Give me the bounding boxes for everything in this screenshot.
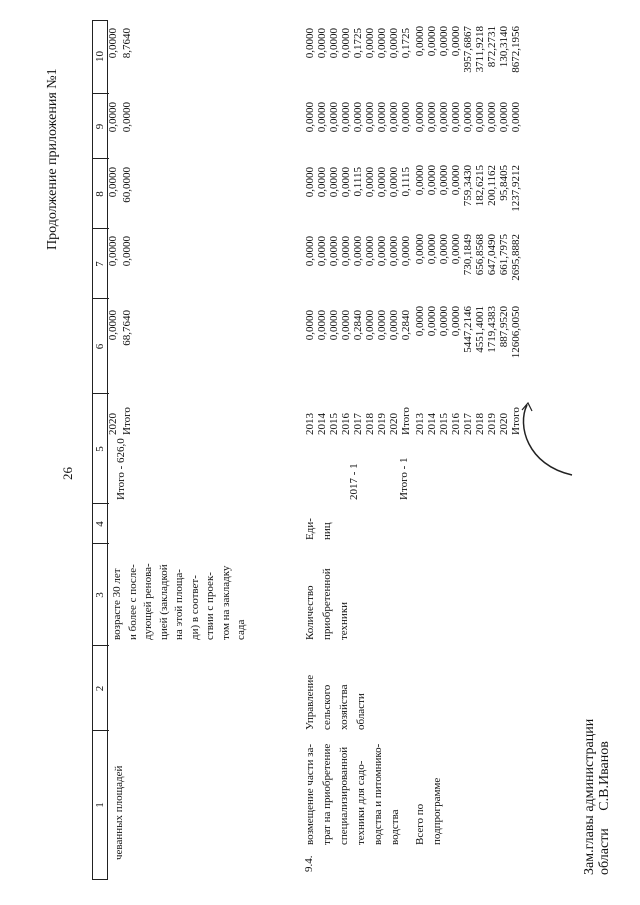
top-col8: 0,0000 60,0000 bbox=[107, 167, 133, 203]
rotated-table bbox=[92, 20, 622, 880]
total-col10: 0,0000 0,0000 0,0000 0,0000 3957,6867 3711,9218 872,2731 130,3140 8672,1956 bbox=[414, 26, 522, 73]
row-94-col10: 0,0000 0,0000 0,0000 0,0000 0,1725 0,0000 0,0000 0,0000 0,1725 bbox=[304, 28, 412, 59]
row-number: 9.4. bbox=[303, 855, 315, 872]
top-col6: 0,0000 68,7640 bbox=[107, 310, 133, 346]
handwritten-arc-mark bbox=[512, 400, 582, 480]
row-94-col6: 0,0000 0,0000 0,0000 0,0000 0,2840 0,0000 0,0000 0,0000 0,2840 bbox=[304, 310, 412, 341]
header-col-2: 2 bbox=[94, 685, 106, 692]
header-col-9: 9 bbox=[94, 123, 106, 130]
header-col-4: 4 bbox=[94, 521, 106, 527]
row-94-col5b: Итого - 1 bbox=[398, 457, 410, 500]
total-col8: 0,0000 0,0000 0,0000 0,0000 759,3430 182,6215 200,1162 95,8405 1237,9212 bbox=[414, 165, 522, 212]
total-col6: 0,0000 0,0000 0,0000 0,0000 5447,2146 4551,4001 1719,4383 887,9520 12606,0050 bbox=[414, 306, 522, 359]
total-years: 2013 2014 2015 2016 2017 2018 2019 2020 Итого bbox=[414, 407, 522, 435]
row-94-col3: Количество приобретенной техники bbox=[304, 568, 350, 640]
row-94-col2: Управление сельского хозяйства области bbox=[304, 674, 367, 730]
top-col7: 0,0000 0,0000 bbox=[107, 236, 133, 267]
row-94-col1: возмещение части за- трат на приобретение специализированной техники для садо- водства и питомнико- водства bbox=[304, 743, 401, 845]
header-col-3: 3 bbox=[94, 592, 106, 598]
top-years: 2020 Итого bbox=[107, 407, 133, 435]
page-number: 26 bbox=[60, 467, 75, 480]
total-col9: 0,0000 0,0000 0,0000 0,0000 0,0000 0,0000 0,0000 0,0000 0,0000 bbox=[414, 102, 522, 133]
row-94-col9: 0,0000 0,0000 0,0000 0,0000 0,0000 0,0000 0,0000 0,0000 0,0000 bbox=[304, 102, 412, 133]
row-94-years: 2013 2014 2015 2016 2017 2018 2019 2020 Итого bbox=[304, 407, 412, 435]
row-94-col4: Еди- ниц bbox=[304, 518, 333, 540]
signature-block: Зам.главы администрации области С.В.Иванов bbox=[582, 718, 612, 875]
continuation-label: Продолжение приложения №1 bbox=[45, 68, 60, 250]
total-col7: 0,0000 0,0000 0,0000 0,0000 730,1849 656,8568 647,0490 661,7975 2695,8882 bbox=[414, 234, 522, 281]
header-col-1: 1 bbox=[94, 802, 106, 808]
total-label: Всего по подпрограмме bbox=[414, 777, 443, 845]
row-94-col5a: 2017 - 1 bbox=[348, 463, 360, 500]
row-94-col8: 0,0000 0,0000 0,0000 0,0000 0,1115 0,0000 0,0000 0,0000 0,1115 bbox=[304, 167, 412, 198]
row-94-col7: 0,0000 0,0000 0,0000 0,0000 0,0000 0,0000 0,0000 0,0000 0,0000 bbox=[304, 236, 412, 267]
header-col-8: 8 bbox=[94, 191, 106, 197]
header-col-5: 5 bbox=[94, 446, 106, 452]
top-col5: Итого - 626,0 bbox=[115, 438, 127, 500]
top-col1: чеванных площадей bbox=[113, 765, 125, 860]
header-col-7: 7 bbox=[94, 261, 106, 267]
top-col10: 0,0000 8,7640 bbox=[107, 28, 133, 59]
header-col-10: 10 bbox=[94, 51, 106, 62]
header-col-6: 6 bbox=[94, 343, 106, 350]
top-col9: 0,0000 0,0000 bbox=[107, 102, 133, 133]
top-col3: возрасте 30 лет и более с после- дующей ренова- цией (закладкой на этой площа- ди) в соответ- ствии с проек- том на закладку сада bbox=[111, 563, 247, 640]
